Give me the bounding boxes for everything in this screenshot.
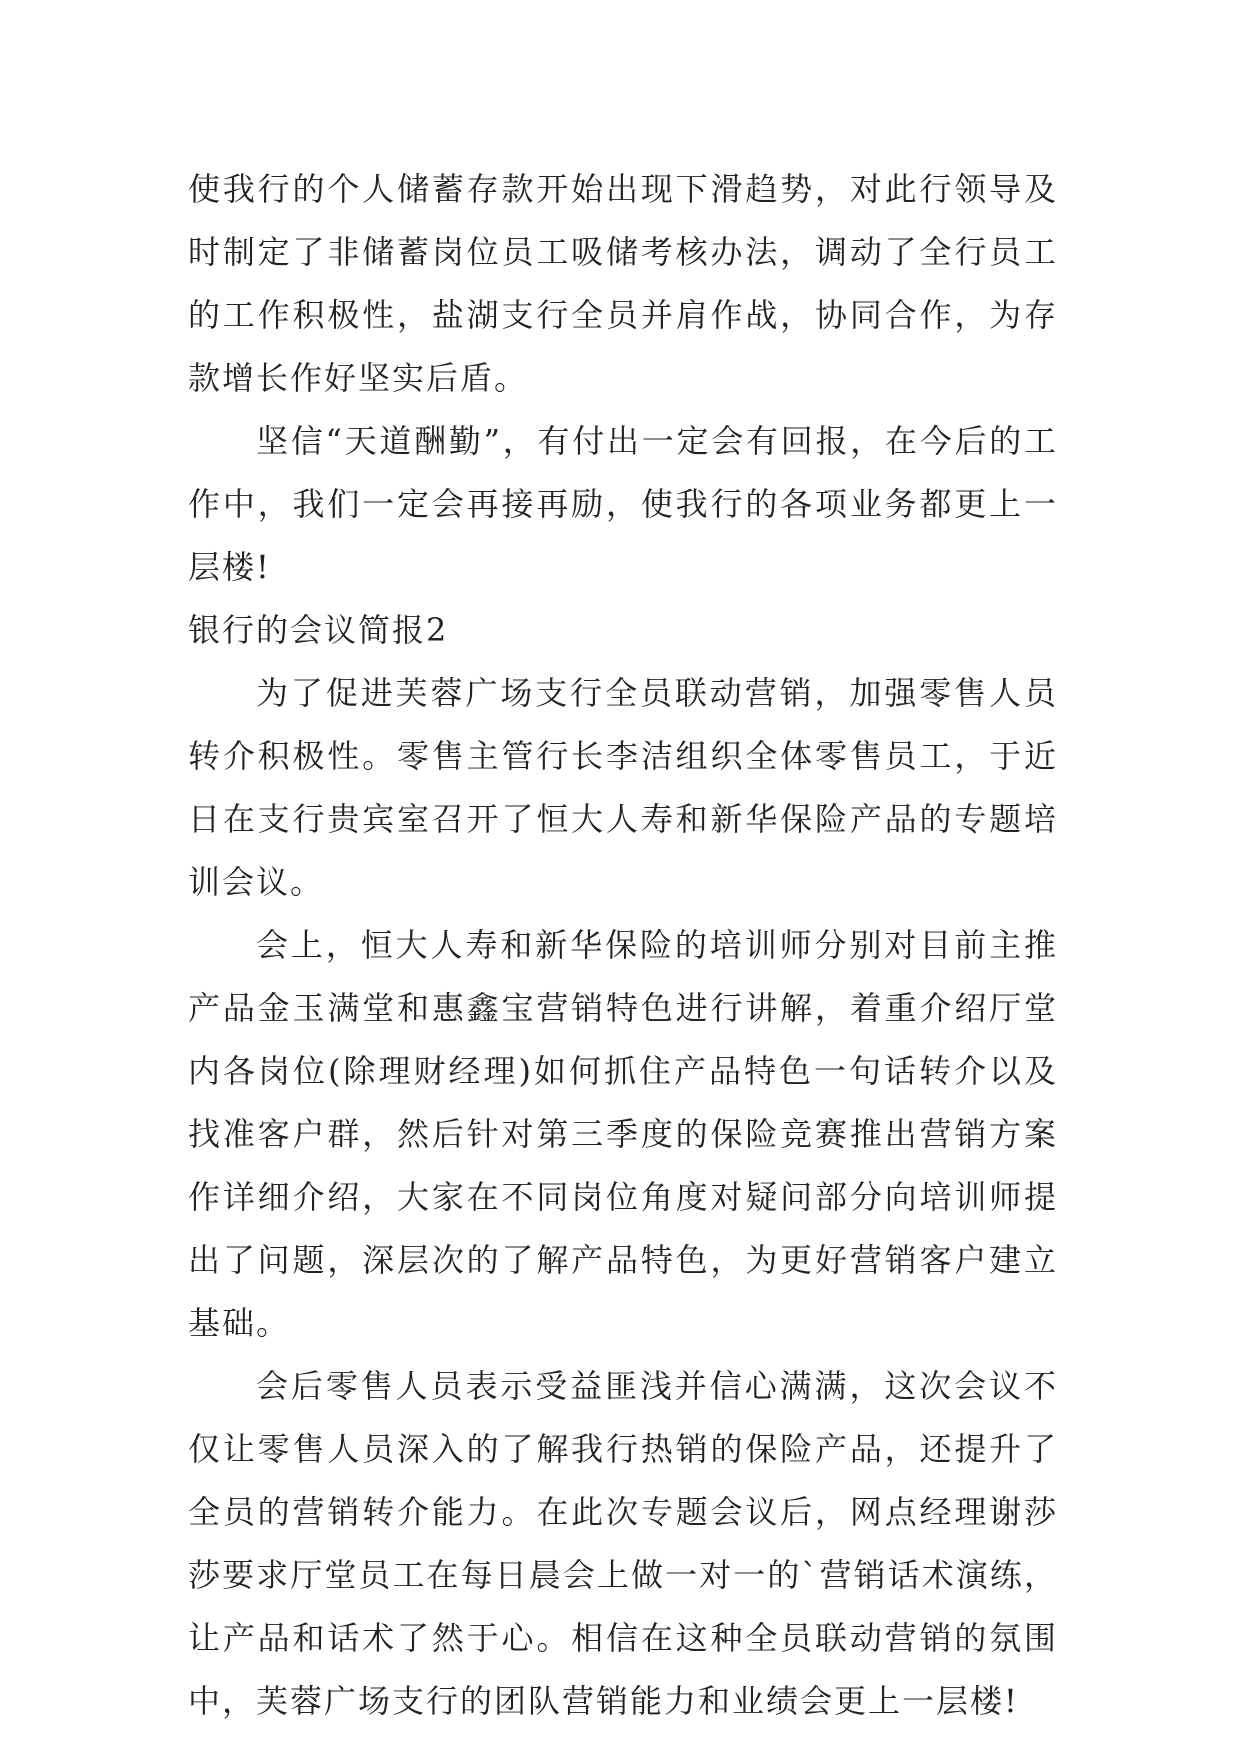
section-title: 银行的会议简报2 <box>188 611 449 649</box>
paragraph-meeting-content: 会上，恒大人寿和新华保险的培训师分别对目前主推产品金玉满堂和惠鑫宝营销特色进行讲解，着重介绍厅堂内各岗位(除理财经理)如何抓住产品特色一句话转介以及找准客户群，然后针对第三季度的保险竞赛推出营销方案作详细介绍，大家在不同岗位角度对疑问部分向培训师提出了问题，深层次的了解产品特色，为更好营销客户建立基础。 <box>188 926 1058 1342</box>
paragraph-hard-work: 坚信“天道酬勤”，有付出一定会有回报，在今后的工作中，我们一定会再接再励，使我行的各项业务都更上一层楼! <box>188 422 1058 586</box>
document-body <box>188 158 1058 1733</box>
paragraph-savings-decline: 使我行的个人储蓄存款开始出现下滑趋势，对此行领导及时制定了非储蓄岗位员工吸储考核办法，调动了全行员工的工作积极性，盐湖支行全员并肩作战，协同合作，为存款增长作好坚实后盾。 <box>188 170 1058 397</box>
paragraph-meeting-intro: 为了促进芙蓉广场支行全员联动营销，加强零售人员转介积极性。零售主管行长李洁组织全体零售员工，于近日在支行贵宾室召开了恒大人寿和新华保险产品的专题培训会议。 <box>188 674 1058 901</box>
paragraph-meeting-outcome: 会后零售人员表示受益匪浅并信心满满，这次会议不仅让零售人员深入的了解我行热销的保险产品，还提升了全员的营销转介能力。在此次专题会议后，网点经理谢莎莎要求厅堂员工在每日晨会上做一对一的`营销话术演练，让产品和话术了然于心。相信在这种全员联动营销的氛围中，芙蓉广场支行的团队营销能力和业绩会更上一层楼! <box>188 1367 1058 1720</box>
